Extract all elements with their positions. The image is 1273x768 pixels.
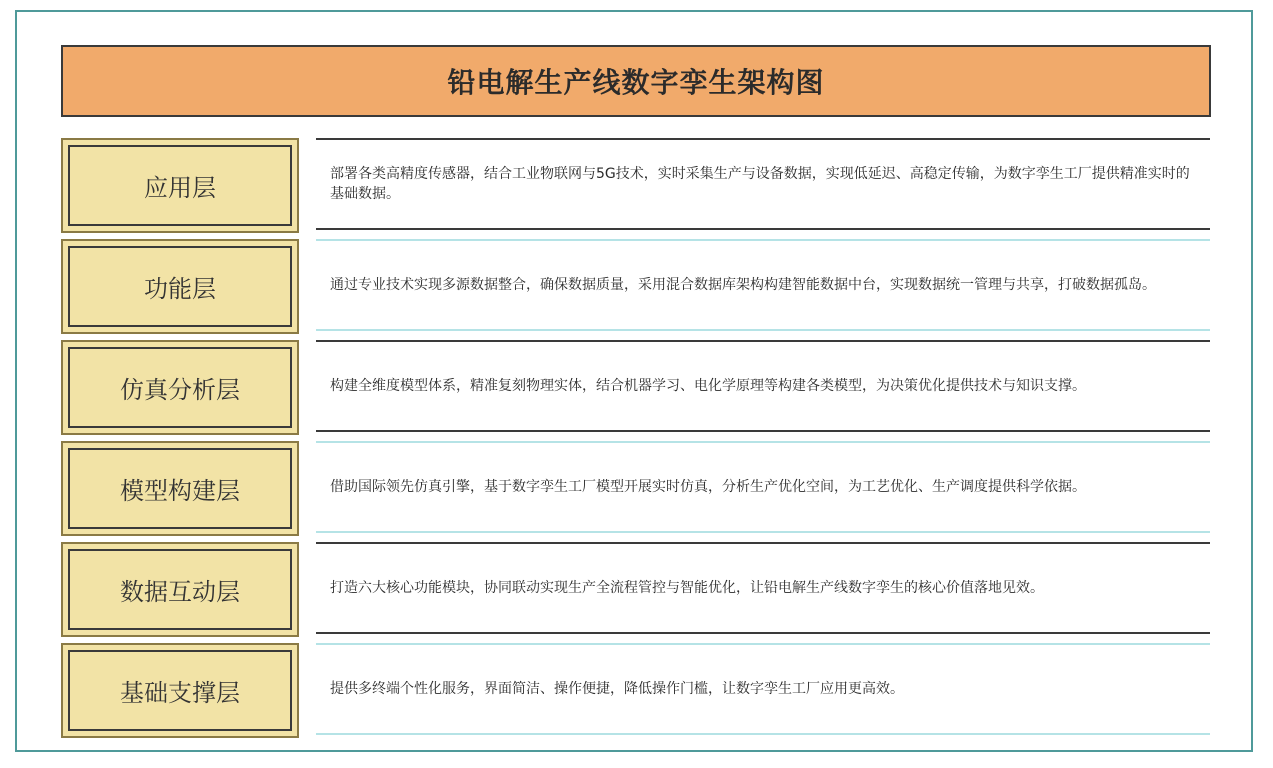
layer-description-text: 构建全维度模型体系，精准复刻物理实体，结合机器学习、电化学原理等构建各类模型，为决策优化提供技术与知识支撑。 <box>330 378 1086 394</box>
layer-description-foundation <box>316 643 1210 735</box>
layer-description-text: 部署各类高精度传感器，结合工业物联网与5G技术，实时采集生产与设备数据，实现低延迟、高稳定传输，为数字孪生工厂提供精准实时的基础数据。 <box>330 166 1190 202</box>
layer-label-data-interaction <box>61 542 299 637</box>
layer-name: 应用层 <box>68 145 292 226</box>
layer-description-simulation <box>316 340 1210 432</box>
layer-description-text: 通过专业技术实现多源数据整合，确保数据质量，采用混合数据库架构构建智能数据中台，实现数据统一管理与共享，打破数据孤岛。 <box>330 277 1156 293</box>
layer-name: 功能层 <box>68 246 292 327</box>
layer-description-function <box>316 239 1210 331</box>
layer-label-model-building <box>61 441 299 536</box>
layer-name: 基础支撑层 <box>68 650 292 731</box>
layer-name: 数据互动层 <box>68 549 292 630</box>
diagram-title: 铅电解生产线数字孪生架构图 <box>447 66 825 99</box>
layer-description-text: 打造六大核心功能模块，协同联动实现生产全流程管控与智能优化，让铅电解生产线数字孪生的核心价值落地见效。 <box>330 580 1044 596</box>
layer-label-simulation <box>61 340 299 435</box>
layer-description-text: 借助国际领先仿真引擎，基于数字孪生工厂模型开展实时仿真，分析生产优化空间，为工艺优化、生产调度提供科学依据。 <box>330 479 1086 495</box>
layer-name: 模型构建层 <box>68 448 292 529</box>
layer-name: 仿真分析层 <box>68 347 292 428</box>
layer-label-application <box>61 138 299 233</box>
title-banner <box>61 45 1211 117</box>
layer-description-data-interaction <box>316 542 1210 634</box>
layer-description-text: 提供多终端个性化服务，界面简洁、操作便捷，降低操作门槛，让数字孪生工厂应用更高效。 <box>330 681 904 697</box>
layer-label-function <box>61 239 299 334</box>
layer-description-model-building <box>316 441 1210 533</box>
layer-description-application <box>316 138 1210 230</box>
layer-label-foundation <box>61 643 299 738</box>
